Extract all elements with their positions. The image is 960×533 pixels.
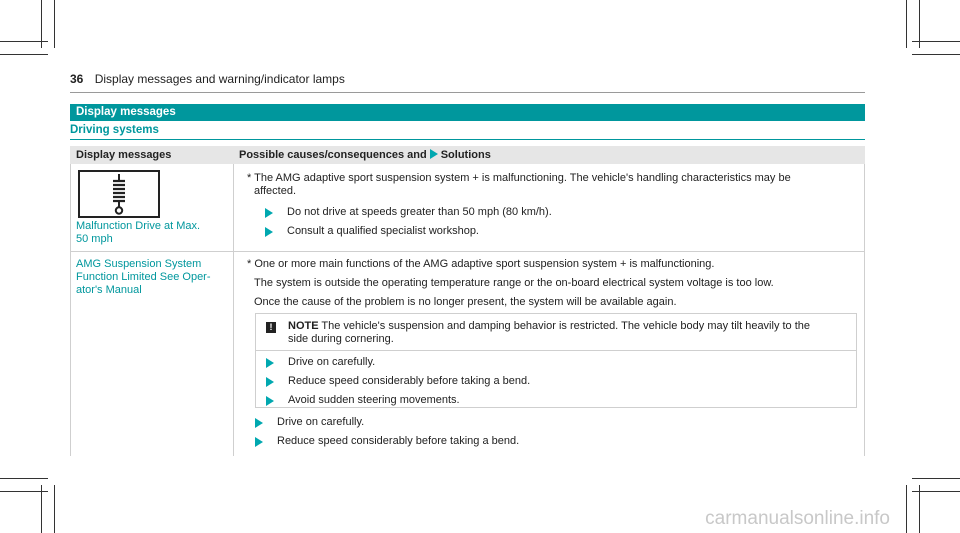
- crop-mark: [912, 41, 960, 42]
- solution-arrow-icon: [266, 358, 274, 368]
- note-text: NOTE The vehicle's suspension and damping behavior is restricted. The vehicle body may tilt heavily to the side during cornering.: [288, 320, 811, 345]
- solution-arrow-icon: [265, 208, 273, 218]
- solution-arrow-icon: [265, 227, 273, 237]
- crop-mark: [0, 54, 48, 55]
- solution-arrow-icon: [266, 377, 274, 387]
- crop-mark: [906, 0, 907, 48]
- table-border-right: [864, 164, 865, 456]
- watermark: carmanualsonline.info: [705, 508, 890, 529]
- message-malfunction-drive: Malfunction Drive at Max. 50 mph: [76, 220, 201, 245]
- running-title: Display messages and warning/indicator lamps: [94, 72, 345, 86]
- subsection-title: Driving systems: [70, 124, 159, 136]
- solution-arrow-icon: [255, 418, 263, 428]
- list-item: Drive on carefully.: [277, 416, 364, 429]
- column-divider: [233, 164, 234, 456]
- solution-arrow-icon: [255, 437, 263, 447]
- cause-text: * One or more main functions of the AMG adaptive sport suspension system + is malfunctioning. The system is outside the operating temperature range or the on-board electrical system voltage is too low. Once the cause of the problem is no longer present, the system will be available again.: [247, 258, 774, 308]
- solution-arrow-icon: [430, 149, 438, 159]
- crop-mark: [912, 54, 960, 55]
- list-item: Drive on carefully.: [288, 356, 375, 369]
- row-divider: [70, 251, 865, 252]
- table-header: [70, 146, 865, 164]
- message-amg-suspension: AMG Suspension System Function Limited See Oper- ator's Manual: [76, 258, 211, 296]
- crop-mark: [0, 491, 48, 492]
- list-item: Reduce speed considerably before taking a bend.: [277, 435, 519, 448]
- crop-mark: [912, 478, 960, 479]
- note-steps-box: [255, 351, 857, 408]
- note-box: [255, 313, 857, 351]
- section-title: Display messages: [70, 104, 865, 121]
- crop-mark: [919, 485, 920, 533]
- crop-mark: [912, 491, 960, 492]
- crop-mark: [41, 485, 42, 533]
- list-item: Avoid sudden steering movements.: [288, 394, 460, 407]
- suspension-warning-icon: [78, 170, 160, 218]
- crop-mark: [0, 478, 48, 479]
- crop-mark: [54, 485, 55, 533]
- page-number: 36: [70, 72, 84, 86]
- crop-mark: [906, 485, 907, 533]
- subsection-rule: [70, 139, 865, 140]
- list-item: Reduce speed considerably before taking a bend.: [288, 375, 530, 388]
- list-item: Consult a qualified specialist workshop.: [287, 225, 479, 238]
- header-rule: [70, 92, 865, 93]
- cause-text: * The AMG adaptive sport suspension system + is malfunctioning. The vehicle's handling characteristics may be affected.: [247, 172, 791, 197]
- page-header: [70, 72, 345, 86]
- crop-mark: [54, 0, 55, 48]
- crop-mark: [0, 41, 48, 42]
- table-border-left: [70, 164, 71, 456]
- solution-arrow-icon: [266, 396, 274, 406]
- column-header-causes: Possible causes/consequences and Solutions: [239, 149, 491, 161]
- warning-exclamation-icon: !: [266, 322, 276, 333]
- list-item: Do not drive at speeds greater than 50 mph (80 km/h).: [287, 206, 552, 219]
- messages-table: [70, 146, 865, 456]
- column-header-messages: Display messages: [76, 149, 172, 161]
